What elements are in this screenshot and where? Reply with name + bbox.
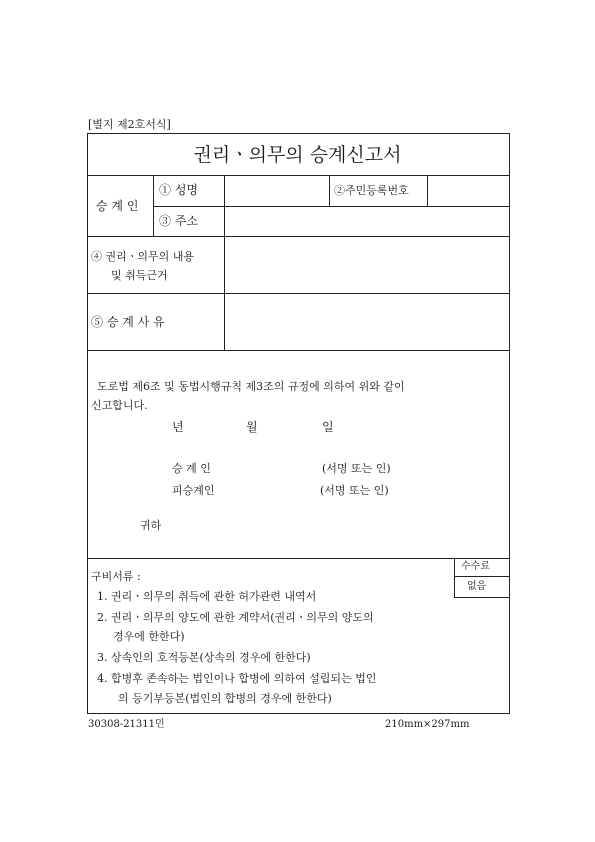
form-code: 30308-21311민 [88, 719, 165, 730]
rights-content-field[interactable] [226, 238, 507, 291]
divider [87, 293, 509, 294]
address-label: ③ 주소 [159, 214, 198, 228]
sign-successor-label: 승 계 인 [172, 462, 211, 475]
name-label: ① 성명 [159, 183, 198, 197]
date-day-label: 일 [322, 420, 334, 434]
date-year-label: 년 [172, 420, 184, 434]
divider [87, 236, 509, 237]
document-item: 3. 상속인의 호적등본(상속의 경우에 한한다) [97, 651, 311, 664]
rights-label: ④ 권리ㆍ의무의 내용 [91, 250, 195, 263]
rrn-field[interactable] [429, 177, 507, 204]
document-item-continued: 의 등기부등본(법인의 합병의 경우에 한한다) [118, 692, 332, 705]
fee-label: 수수료 [461, 561, 490, 572]
date-month-label: 월 [246, 420, 258, 434]
reason-label: ⑤ 승 계 사 유 [91, 315, 165, 329]
rrn-label: ②주민등록번호 [334, 184, 409, 197]
declaration-text-end: 신고합니다. [91, 399, 148, 412]
sign-predecessor-note: (서명 또는 인) [320, 484, 389, 497]
paper-size: 210mm×297mm [385, 719, 470, 730]
divider [427, 175, 428, 206]
divider [224, 175, 225, 350]
rights-label-basis: 및 취득근거 [111, 269, 168, 282]
fee-value: 없음 [467, 581, 487, 592]
divider [454, 576, 509, 577]
divider [153, 206, 509, 207]
sign-successor-note: (서명 또는 인) [322, 462, 391, 475]
document-item: 2. 권리ㆍ의무의 양도에 관한 계약서(권리ㆍ의무의 양도의 [97, 611, 374, 624]
name-field[interactable] [226, 177, 327, 204]
sign-predecessor-label: 피승계인 [172, 484, 215, 497]
page-title: 권리ㆍ의무의 승계신고서 [193, 144, 402, 166]
divider [329, 175, 330, 206]
divider [454, 558, 455, 597]
reason-field[interactable] [226, 295, 507, 348]
successor-label: 승 계 인 [96, 199, 139, 213]
documents-heading: 구비서류 : [91, 570, 141, 583]
form-reference: [별지 제2호서식] [88, 118, 171, 131]
document-item-continued: 경우에 한한다) [113, 630, 185, 643]
divider [87, 558, 509, 559]
declaration-text: 도로법 제6조 및 동법시행규칙 제3조의 규정에 의하여 위와 같이 [97, 380, 405, 393]
divider [87, 350, 509, 351]
recipient-label: 귀하 [140, 519, 162, 532]
divider [87, 175, 509, 176]
document-item: 4. 합병후 존속하는 법인이나 합병에 의하여 설립되는 법인 [97, 672, 377, 685]
divider [454, 597, 509, 598]
divider [153, 175, 154, 236]
address-field[interactable] [226, 208, 507, 234]
document-item: 1. 권리ㆍ의무의 취득에 관한 허가관련 내역서 [97, 590, 317, 603]
